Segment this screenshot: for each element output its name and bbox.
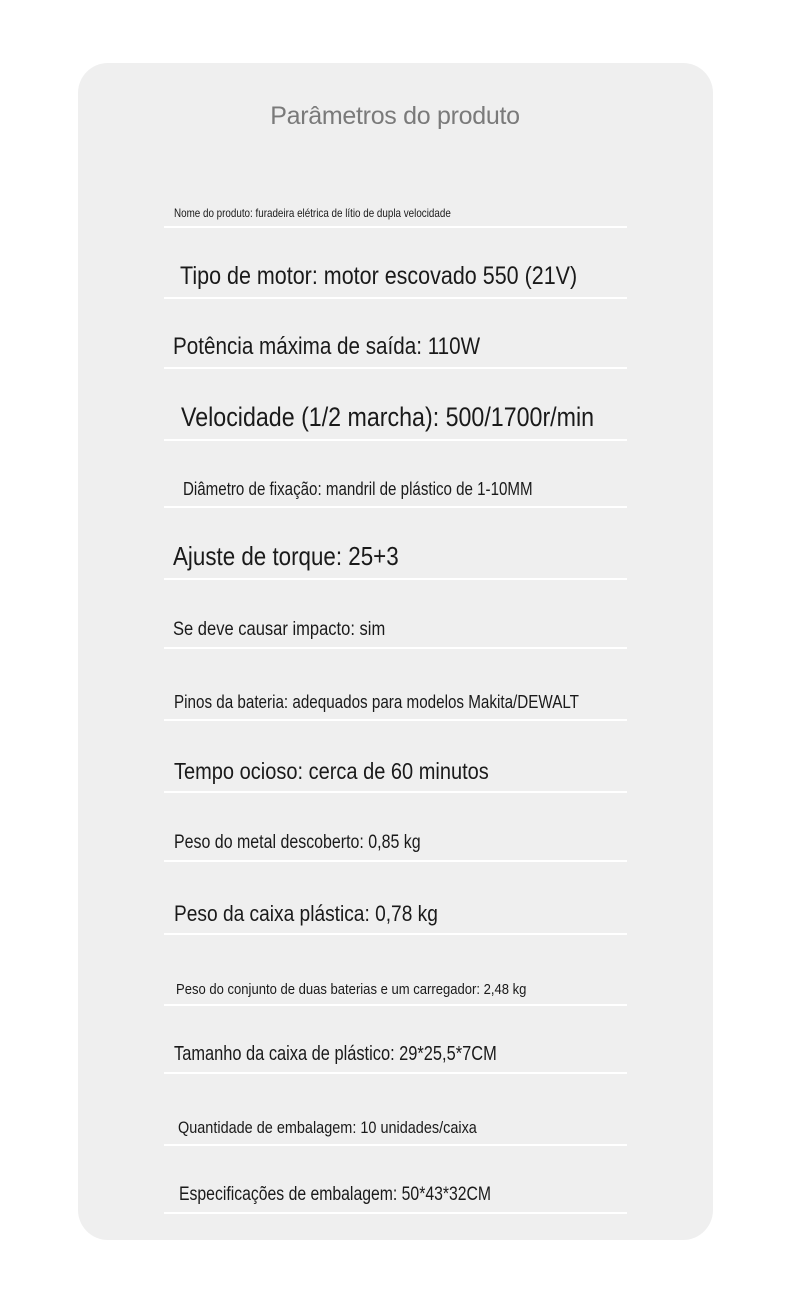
param-row-plastic-box-size	[164, 1036, 627, 1074]
param-kit-weight: Peso do conjunto de duas baterias e um carregador: 2,48 kg	[176, 981, 527, 998]
param-row-idle-time	[164, 752, 627, 793]
param-row-torque	[164, 538, 627, 580]
param-row-kit-weight	[164, 970, 627, 1006]
param-packing-quantity: Quantidade de embalagem: 10 unidades/caixa	[178, 1118, 477, 1137]
param-row-motor-type	[164, 256, 627, 299]
param-motor-type: Tipo de motor: motor escovado 550 (21V)	[180, 262, 578, 290]
param-row-plastic-box-weight	[164, 893, 627, 935]
param-battery-pins: Pinos da bateria: adequados para modelos Makita/DEWALT	[174, 692, 579, 712]
page-title: Parâmetros do produto	[270, 102, 520, 130]
param-row-packing-specs	[164, 1176, 627, 1214]
param-row-bare-metal-weight	[164, 825, 627, 862]
param-packing-specs: Especificações de embalagem: 50*43*32CM	[179, 1184, 492, 1205]
param-torque: Ajuste de torque: 25+3	[173, 541, 399, 571]
param-row-impact	[164, 611, 627, 649]
param-row-chuck-diameter	[164, 470, 627, 508]
param-bare-metal-weight: Peso do metal descoberto: 0,85 kg	[174, 832, 421, 853]
param-row-max-power	[164, 330, 627, 369]
param-chuck-diameter: Diâmetro de fixação: mandril de plástico de 1-10MM	[183, 479, 533, 499]
param-plastic-box-weight: Peso da caixa plástica: 0,78 kg	[174, 901, 438, 926]
param-row-product-name	[164, 190, 627, 228]
param-row-speed	[164, 400, 627, 441]
param-speed: Velocidade (1/2 marcha): 500/1700r/min	[181, 402, 595, 432]
param-product-name: Nome do produto: furadeira elétrica de lítio de dupla velocidade	[174, 206, 451, 220]
param-impact: Se deve causar impacto: sim	[173, 619, 386, 640]
param-idle-time: Tempo ocioso: cerca de 60 minutos	[174, 758, 489, 784]
param-max-power: Potência máxima de saída: 110W	[173, 333, 481, 360]
param-row-packing-quantity	[164, 1106, 627, 1146]
param-row-battery-pins	[164, 684, 627, 721]
param-plastic-box-size: Tamanho da caixa de plástico: 29*25,5*7CM	[174, 1043, 497, 1065]
